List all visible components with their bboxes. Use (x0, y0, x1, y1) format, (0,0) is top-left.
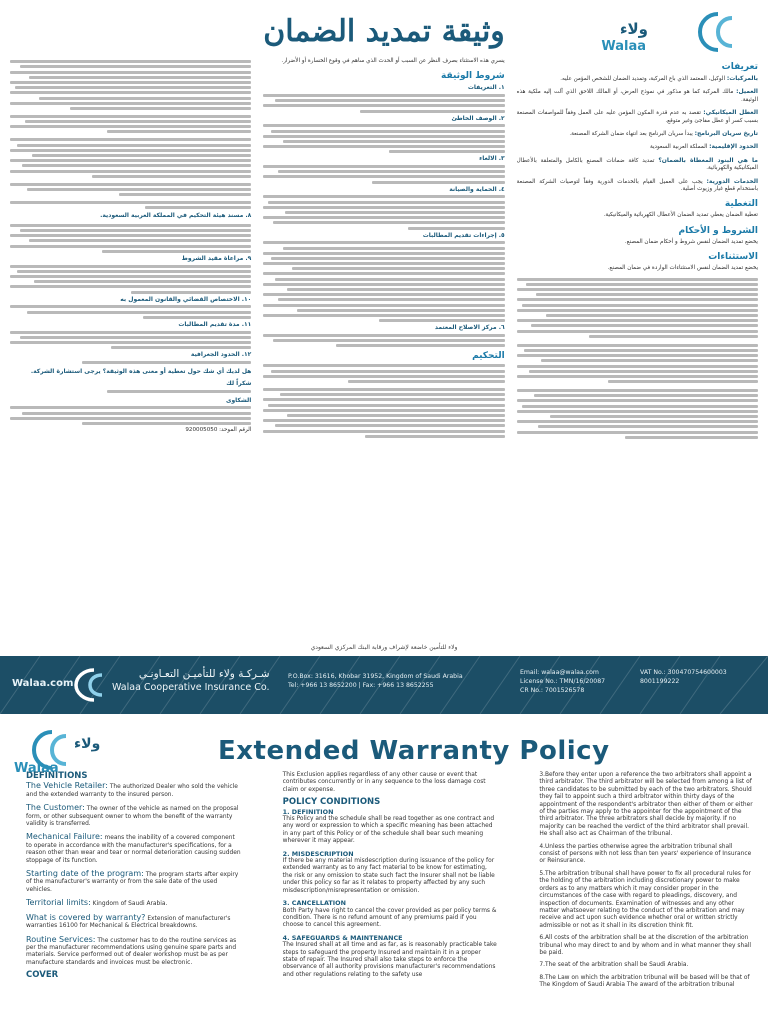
en-paragraph: 4.Unless the parties otherwise agree the arbitration tribunal shall consist of persons with not less than ten years' experience of Insurance or Reinsurance. (539, 843, 752, 865)
en-paragraph: Mechanical Failure: means the inability of a covered component to operate in accordance with the manufacturer's specifications, for a reason other than wear and tear or normal deterioration causing sudden stoppage of its function. (26, 832, 241, 864)
en-heading-definitions: DEFINITIONS (26, 771, 88, 781)
ar-heading-exclusions: الاستثناءات (708, 252, 758, 263)
en-paragraph: Territorial limits: Kingdom of Saudi Arabia. (26, 898, 168, 908)
ar-contact-heading: هل لديك أي شك حول تغطية أو معنى هذه الوثيقة؟ يرجى استشارة الشركة. (30, 367, 252, 375)
svg-text:Walaa: Walaa (14, 761, 59, 776)
footer-company-name-en: Walaa Cooperative Insurance Co. (112, 682, 270, 693)
ar-paragraph: تغطية الضمان يغطي تمديد الضمان الأعطال الكهربائية والميكانيكية. (603, 212, 758, 219)
ar-section-title: ٩. مراعاة مقيد الشروط (181, 255, 252, 263)
footer-vat-number: VAT No.: 300470754600003 (640, 669, 727, 676)
walaa-logo-icon (12, 726, 124, 774)
ar-heading-coverage: التغطية (724, 199, 758, 210)
en-paragraph: The Vehicle Retailer: The authorized Dealer who sold the vehicle and the extended warranty to the insured person. (26, 781, 238, 798)
ar-regulator-note: ولاء للتأمين خاضعة لإشراف ورقابة البنك المركزي السعودي (310, 644, 458, 651)
en-paragraph: Both Party have right to cancel the cover provided as per policy terms & condition. There is no refund amount of any premiums paid if you choose to cancel this agreement. (282, 907, 497, 929)
ar-paragraph: العطل الميكانيكي: تقصد به عدم قدرة المكون المؤمن عليه على العمل وفقاً للمواصفات المصنعة بسبب كسر أو عطل مفاجئ وغير متوقع. (516, 109, 758, 124)
en-paragraph: 3.Before they enter upon a reference the two arbitrators shall appoint a third arbitrator. The third arbitrator will be selected from among a list of three candidates to be submitted by each of the two arbitrators. Should they fail to appoint such a third arbitrator within thirty days of the appointment of the respondent's arbitrator then either of them or either of the parties may apply to the appointer for the appointment of the third arbitrator. The three arbitrators shall decide by majority. If no majority can be reached the verdict of the third arbitrator shall prevail. He shall also act as Chairman of the tribunal. (539, 772, 753, 838)
ar-section-title: ١٢. الحدود الجغرافية (190, 351, 252, 359)
footer-unified-number: 8001199222 (640, 678, 680, 685)
en-paragraph: This Exclusion applies regardless of any other cause or event that contributes concurrently or in any sequence to the loss damage cost claim or expense. (282, 772, 486, 793)
ar-heading-arbitration: التحكيم (472, 351, 505, 362)
ar-section-title: ٢. الوصف الخاطئ (451, 114, 505, 122)
ar-section-title: ١٠. الاختصاص القضائي والقانون المعمول به (120, 295, 252, 303)
ar-section-title: ٥. إجراءات تقديم المطالبات (422, 231, 505, 239)
ar-section-title: ٨. مسند هيئة التحكيم في المملكة العربية السعودية. (100, 211, 252, 219)
ar-paragraph: العميل: مالك المركبة كما هو مذكور في نموذج العرض، أو المالك اللاحق الذي آلت إليه ملكية هذه الوثيقة. (516, 88, 758, 103)
arabic-column-middle (263, 58, 504, 658)
en-paragraph: 5.The arbitration tribunal shall have power to fix all procedural rules for the holding of the arbitration including discretionary power to make orders as to any matters which it may consider proper in the circumstances of the case with regard to pleadings, discovery, and inspection of documents. Examination of witnesses and any other matter whatsoever relating to the conduct of the arbitration and may receive and act upon such evidence whether oral or written strictly admissible or not as it shall in its discretion think fit. (539, 870, 751, 929)
svg-text:ولاء: ولاء (619, 20, 648, 38)
ar-complaints: الشكاوى (225, 396, 252, 404)
ar-text-lines (517, 278, 758, 439)
english-column-3 (539, 772, 754, 1024)
svg-text:Walaa: Walaa (601, 39, 646, 54)
en-paragraph: 6.All costs of the arbitration shall be at the discretion of the arbitration tribunal who may direct to and by whom and in what manner they shall be paid. (539, 935, 752, 956)
en-section-title: 1. DEFINITION (282, 807, 334, 816)
footer-website[interactable]: Walaa.com (12, 678, 74, 689)
ar-section-title: ٣. الالغاء (479, 155, 505, 163)
ar-section-title: ١. التعريفات (467, 84, 505, 92)
ar-section-title: ١١. مدة تقديم المطالبات (178, 320, 252, 328)
footer-company-name (112, 668, 270, 694)
footer-email[interactable]: Email: walaa@walaa.com (520, 669, 599, 676)
footer-vat (640, 668, 727, 686)
en-paragraph: Routine Services: The customer has to do the routine services as per the manufacturer recommendations using genuine spare parts and materials. Service performed out of dealer workshop must be as per manufacture standards and invoices must be electronic. (26, 934, 237, 966)
ar-paragraph: يسري هذه الاستثناء بصرف النظر عن السبب أو الحدث الذي ساهم في وقوع الخسارة أو الأضرار. (281, 58, 505, 64)
en-paragraph: The Insured shall at all time and as far, as is reasonably practicable take steps to safeguard the property Insured and maintain it in a proper state of repair. The Insured shall also take steps to enforce the observance of all authority provisions manufacturer's recommendations and other regulations relating to the safety use (282, 942, 497, 978)
en-paragraph: This Policy and the schedule shall be read together as one contract and any word or expression to which a specific meaning has been attached in any part of this Policy or of the schedule shall bear such meaning wherever it may appear. (282, 816, 495, 845)
ar-paragraph: ما هي البنود المغطاة بالضمان؟ تمديد كافة ضمانات المصنع بالكامل والمتعلقة بالأعطال الميكانيكية والكهربائية. (516, 156, 758, 172)
en-paragraph: Starting date of the program: The program starts after expiry of the manufacturer's warranty or from the sale date of the used vehicles. (26, 869, 239, 893)
en-paragraph: 8.The Law on which the arbitration tribunal will be based will be that of The Kingdom of Saudi Arabia The award of the arbitration tribunal (539, 974, 750, 989)
ar-paragraph: الخدمات الدورية: يجب على العميل القيام بالخدمات الدورية وفقاً لتوصيات الشركة المصنعة باستخدام قطع غيار وزيوت أصلية. (516, 177, 759, 193)
footer-cr: CR No.: 7001526578 (520, 687, 585, 694)
ar-section-title: ٤. الحماية والصيانة (449, 185, 505, 193)
company-footer-band (0, 656, 768, 714)
footer-phone-line: Tel: +966 13 8652200 | Fax: +966 13 8652255 (288, 682, 434, 689)
ar-paragraph: الحدود الإقليمية: المملكة العربية السعودية (649, 143, 758, 151)
ar-heading-terms: الشروط و الأحكام (678, 225, 758, 236)
english-columns (26, 772, 754, 1024)
en-section-title: 4. SAFEGUARDS & MAINTENANCE (282, 933, 403, 942)
arabic-page-title: وثيقة تمديد الضمان (263, 14, 505, 49)
ar-section-title: ٦. مركز الاصلاح المعتمد (434, 324, 505, 332)
footer-address-line: P.O.Box: 31616, Khobar 31952, Kingdom of Saudi Arabia (288, 673, 463, 680)
ar-paragraph: تاريخ سريان البرنامج: يبدأ سريان البرنامج بعد انتهاء ضمان الشركة المصنعة. (569, 130, 758, 138)
arabic-column-right (517, 58, 758, 658)
english-page (0, 714, 768, 1024)
ar-paragraph: يخضع تمديد الضمان لنفس الاستثناءات الواردة في ضمان المصنع. (607, 265, 758, 272)
en-heading-cover: COVER (26, 970, 59, 981)
svg-text:ولاء: ولاء (74, 736, 101, 752)
arabic-columns (10, 58, 758, 658)
english-column-2 (283, 772, 498, 1024)
english-column-1 (26, 772, 241, 1024)
ar-heading-policy-conditions: شروط الوثيقة (441, 71, 505, 82)
arabic-column-left (10, 58, 251, 658)
en-heading-policy-conditions: POLICY CONDITIONS (282, 797, 381, 808)
en-paragraph: The Customer: The owner of the vehicle as named on the proposal form, or other subsequent owner to whom the benefit of the warranty validity is transferred. (26, 803, 239, 828)
en-paragraph: 7.The seat of the arbitration shall be Saudi Arabia. (539, 962, 689, 969)
footer-license: License No.: TMN/16/20087 (520, 678, 606, 685)
en-paragraph: If there be any material misdescription during issuance of the policy for extended warranty as to any fact material to be know for estimating, the risk or any omission to state such fact the Insurer shall not be liable under this policy so far as it relates to property affected by any such misdescription/misrepresentation or omission. (282, 858, 495, 894)
walaa-logo-icon (70, 666, 108, 704)
ar-paragraph: بالمركبات: الوكيل، المعتمد الذي باع المركبة، وتمديد الضمان للشخص المؤمن عليه. (560, 75, 758, 82)
en-section-title: 2. MISDESCRIPTION (282, 849, 354, 858)
footer-company-name-ar: شـركـة ولاء للتأميـن التعـاونـي (138, 668, 270, 680)
english-page-title: Extended Warranty Policy (218, 736, 610, 766)
ar-thanks: شكراً لك (226, 380, 252, 388)
footer-contact (520, 668, 605, 695)
ar-unified-number: الرقم الموحد: 920005050 (185, 427, 252, 434)
footer-address (288, 672, 463, 690)
en-section-title: 3. CANCELLATION (282, 899, 346, 908)
ar-paragraph: يخضع تمديد الضمان لنفس شروط و أحكام ضمان المصنع. (624, 238, 758, 245)
en-paragraph: What is covered by warranty? Extension of manufacturer's warranties 16100 for Mechanical & Electrical breakdowns. (26, 912, 231, 930)
ar-heading-definitions: تعريفات (721, 62, 758, 72)
